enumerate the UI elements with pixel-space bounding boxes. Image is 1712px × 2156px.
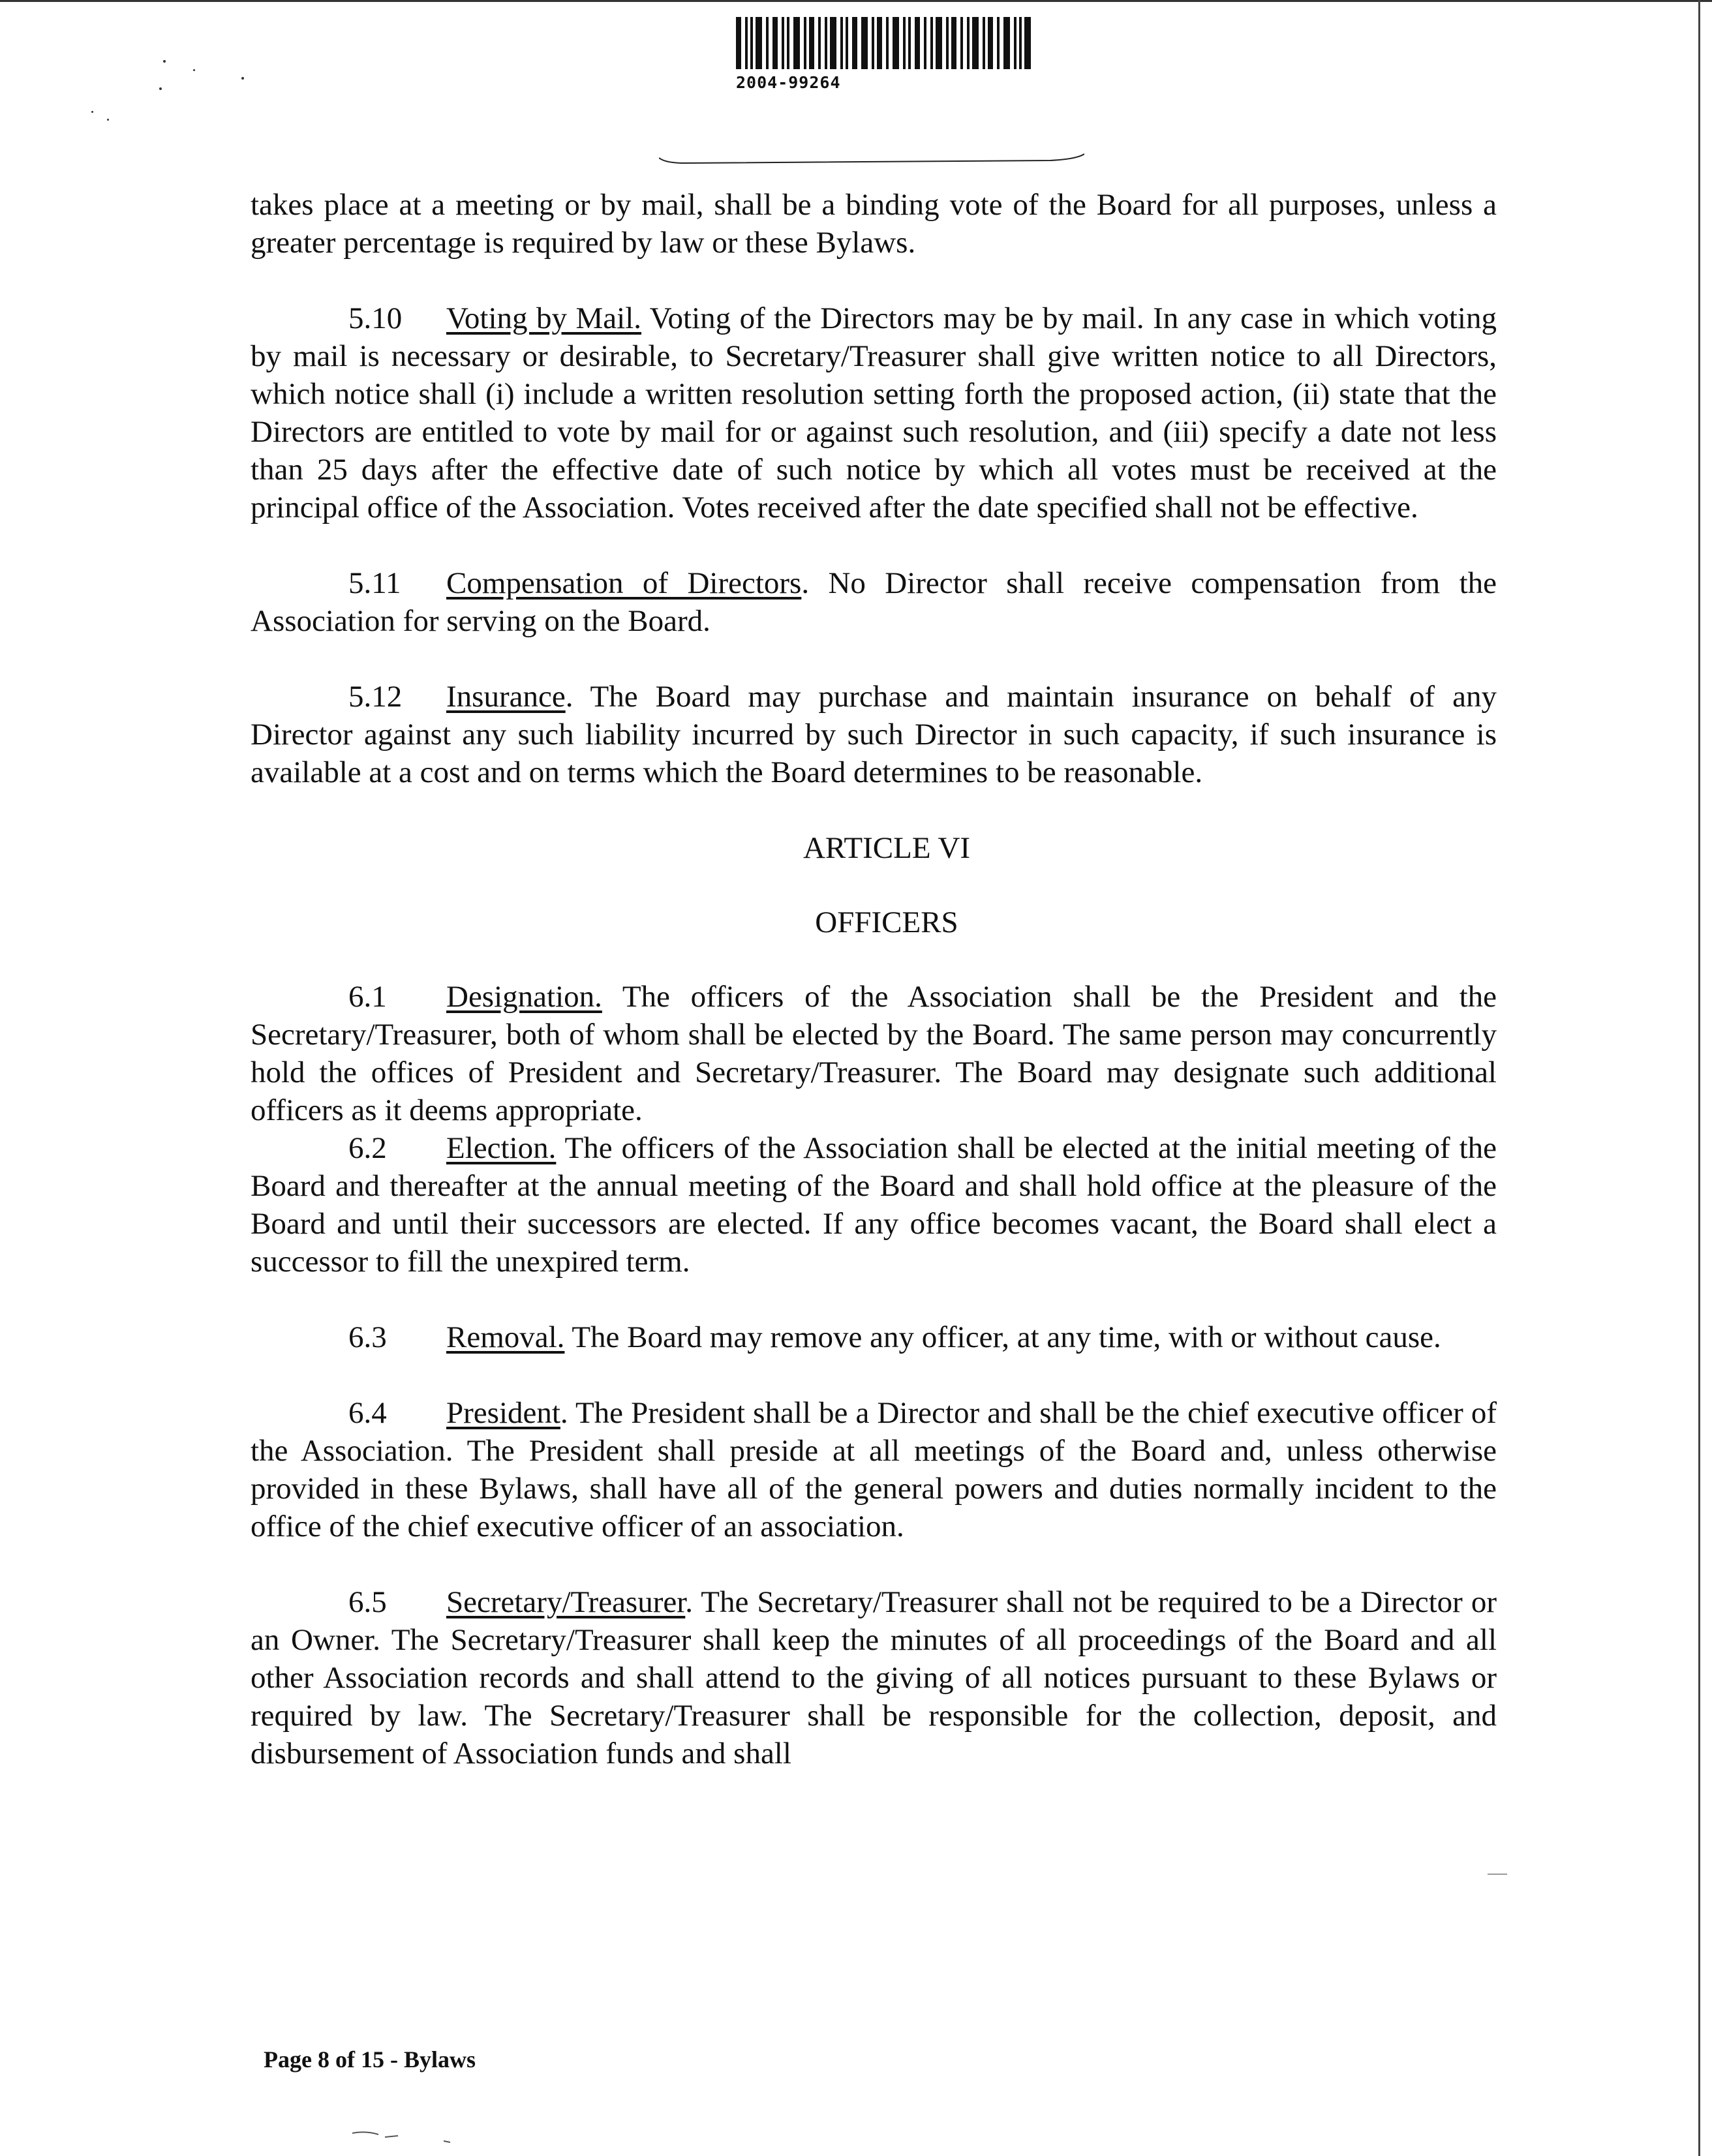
section-text: Voting of the Directors may be by mail. In any case in which voting by mail is necessary or desirable, to Secretary/Treasurer shall give written notice to all Directors, which notice shall (i) include a written resolution setting forth the proposed action, (ii) state that the Directors are entitled to vote by mail for or against such resolution, and (iii) specify a date not less than 25 days after the effective date of such notice by which all votes must be received at the principal office of the Association. Votes received after the date specified shall not be effective.	[251, 301, 1497, 524]
section-heading: Secretary/Treasurer	[446, 1585, 686, 1619]
section-text: . The President shall be a Director and shall be the chief executive officer of the Association. The President shall preside at all meetings of the Board and, unless otherwise provided in these Bylaws, shall have all of the general powers and duties normally incident to the office of the chief executive officer of an association.	[251, 1396, 1497, 1543]
section-5-12	[251, 678, 1497, 791]
article-title: OFFICERS	[815, 905, 958, 939]
section-text: The officers of the Association shall be the President and the Secretary/Treasurer, both of whom shall be elected by the Board. The same person may concurrently hold the offices of President and Secretary/Treasurer. The Board may designate such additional officers as it deems appropriate.	[251, 980, 1497, 1127]
barcode-image	[736, 17, 1031, 69]
section-5-10	[251, 299, 1497, 526]
document-body	[251, 186, 1497, 1772]
barcode-block	[736, 17, 1036, 95]
section-heading: Designation.	[446, 980, 602, 1014]
scan-bottom-mark	[346, 2128, 476, 2148]
barcode-number: 2004-99264	[736, 73, 841, 92]
section-heading: Voting by Mail.	[446, 301, 642, 335]
page-footer: Page 8 of 15 - Bylaws	[264, 2046, 476, 2072]
section-text: . The Secretary/Treasurer shall not be required to be a Director or an Owner. The Secretary/Treasurer shall keep the minutes of all proceedings of the Board and all other Association records and shall attend to the giving of all notices pursuant to these Bylaws or required by law. The Secretary/Treasurer shall be responsible for the collection, deposit, and disbursement of Association funds and shall	[251, 1585, 1497, 1770]
section-6-5	[251, 1583, 1497, 1772]
scan-right-edge	[1698, 0, 1700, 2156]
scan-specks	[0, 0, 261, 196]
section-text: . No Director shall receive compensation from the Association for serving on the Board.	[251, 566, 1497, 638]
section-number: 6.4	[348, 1396, 387, 1430]
section-number: 5.11	[348, 566, 401, 600]
article-number: ARTICLE VI	[802, 831, 971, 865]
section-heading: Compensation of Directors	[446, 566, 802, 600]
section-number: 6.1	[348, 980, 387, 1014]
section-6-2	[251, 1129, 1497, 1281]
section-text: The officers of the Association shall be elected at the initial meeting of the Board and thereafter at the annual meeting of the Board and shall hold office at the pleasure of the Board and until their successors are elected. If any office becomes vacant, the Board shall elect a successor to fill the unexpired term.	[251, 1131, 1497, 1279]
section-6-1	[251, 978, 1497, 1129]
section-number: 6.5	[348, 1585, 387, 1619]
margin-mark	[1488, 1874, 1507, 1875]
section-heading: President	[446, 1396, 560, 1430]
section-heading: Insurance	[446, 680, 566, 714]
section-6-3	[251, 1318, 1497, 1356]
section-number: 6.3	[348, 1320, 387, 1354]
section-6-4	[251, 1394, 1497, 1545]
section-number: 5.12	[348, 680, 403, 714]
section-text: . The Board may purchase and maintain insurance on behalf of any Director against any such liability incurred by such Director in such capacity, if such insurance is available at a cost and on terms which the Board determines to be reasonable.	[251, 680, 1497, 789]
section-heading: Removal.	[446, 1320, 565, 1354]
top-rule	[659, 151, 1084, 167]
section-text: The Board may remove any officer, at any time, with or without cause.	[564, 1320, 1441, 1354]
section-number: 6.2	[348, 1131, 387, 1165]
section-5-11	[251, 564, 1497, 640]
section-number: 5.10	[348, 301, 403, 335]
section-heading: Election.	[446, 1131, 557, 1165]
continuation-paragraph: takes place at a meeting or by mail, shall be a binding vote of the Board for all purposes, unless a greater percentage is required by law or these Bylaws.	[251, 188, 1497, 260]
